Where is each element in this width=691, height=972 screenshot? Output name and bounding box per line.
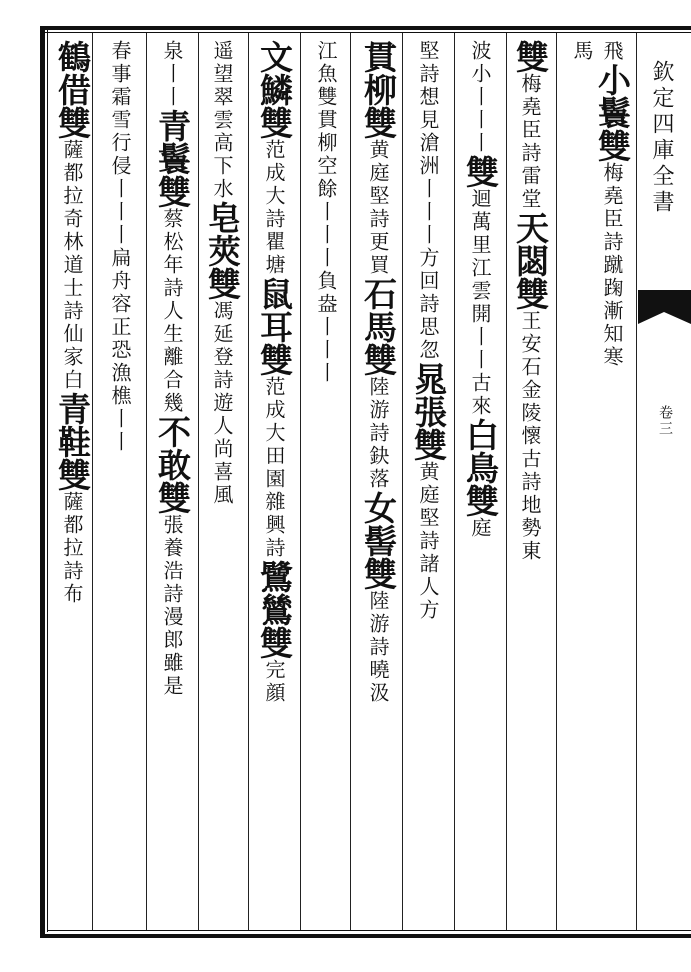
entry-heading: 女髻雙 — [359, 491, 398, 590]
column-rule — [146, 33, 147, 930]
column-rule — [198, 33, 199, 930]
text-column-10 — [150, 40, 194, 698]
entry-heading: 小鬟雙 — [593, 63, 632, 162]
text-run: 黄庭堅詩諸人方 — [416, 461, 440, 622]
text-column-12 — [50, 40, 94, 606]
text-column-3 — [508, 40, 552, 563]
border-bottom-inner — [47, 930, 691, 931]
text-run: 蔡松年詩人生離合幾 — [160, 208, 184, 415]
entry-heading: 鶴借雙 — [53, 40, 92, 139]
entry-heading: 鷺鷥雙 — [255, 560, 294, 659]
entry-heading: 皂莢雙 — [203, 201, 242, 300]
text-run: 扁舟容正恐漁樵丨丨 — [108, 247, 132, 454]
border-left — [40, 26, 45, 938]
column-rule — [506, 33, 507, 930]
text-run: 飛 — [600, 40, 624, 63]
border-bottom — [42, 934, 691, 938]
text-run: 馮延登詩遊人尚喜風 — [210, 300, 234, 507]
text-run: 馬 — [570, 40, 594, 63]
text-run: 陸游詩曉汲 — [366, 590, 390, 705]
text-column-7 — [304, 40, 348, 385]
column-rule — [248, 33, 249, 930]
entry-heading: 白鳥雙 — [461, 418, 500, 517]
text-run: 庭 — [468, 517, 492, 540]
text-run: 梅堯臣詩雷堂 — [518, 73, 542, 211]
entry-heading: 天閟雙 — [511, 211, 550, 310]
text-run: 薩都拉詩布 — [60, 491, 84, 606]
entry-heading: 雙 — [511, 40, 550, 73]
text-run: 黄庭堅詩更買 — [366, 139, 390, 277]
text-run: 薩都拉奇林道士詩仙家白 — [60, 139, 84, 392]
text-column-6 — [356, 40, 400, 705]
entry-heading: 青鞋雙 — [53, 392, 92, 491]
column-rule — [636, 33, 637, 930]
border-top — [42, 26, 691, 30]
text-run: 完顔 — [262, 659, 286, 705]
text-column-4 — [458, 40, 502, 540]
entry-heading: 青鬟雙 — [153, 109, 192, 208]
fishtail-mark — [638, 290, 691, 330]
text-column-1 — [590, 40, 634, 369]
text-run: 范成大詩瞿塘 — [262, 139, 286, 277]
juan-number: 卷三 — [657, 405, 673, 437]
text-column-8 — [252, 40, 296, 705]
text-run: 王安石金陵懷古詩地勢東 — [518, 310, 542, 563]
text-run: 堅詩想見滄洲丨丨丨方回詩思忽 — [416, 40, 440, 362]
text-run: 波小丨丨丨 — [468, 40, 492, 155]
text-run: 江魚雙貫柳 — [314, 40, 338, 155]
text-run: 遥望翠雲高下水 — [210, 40, 234, 201]
text-run: 迴萬里江雲開丨丨古來 — [468, 188, 492, 418]
text-run: 泉丨丨 — [160, 40, 184, 109]
column-rule — [454, 33, 455, 930]
text-column-2 — [560, 40, 604, 63]
entry-heading: 鼠耳雙 — [255, 277, 294, 376]
border-left-inner — [47, 30, 48, 932]
entry-heading: 文鱗雙 — [255, 40, 294, 139]
border-top-inner — [42, 32, 691, 33]
entry-heading: 晁張雙 — [409, 362, 448, 461]
text-column-11 — [98, 40, 142, 454]
text-run: 陸游詩鈌落 — [366, 376, 390, 491]
text-run: 負盎丨丨丨 — [314, 270, 338, 385]
column-rule — [402, 33, 403, 930]
entry-heading: 不敢雙 — [153, 415, 192, 514]
text-column-5 — [406, 40, 450, 622]
column-rule — [350, 33, 351, 930]
text-run: 張養浩詩漫郎雖是 — [160, 514, 184, 698]
text-run: 范成大田園雜興詩 — [262, 376, 286, 560]
entry-heading: 雙 — [461, 155, 500, 188]
text-run: 梅堯臣詩蹴踘漸知寒 — [600, 162, 624, 369]
entry-heading: 貫柳雙 — [359, 40, 398, 139]
text-run: 空餘丨丨丨 — [314, 155, 338, 270]
text-column-9 — [200, 40, 244, 507]
text-run: 春事霜雪行侵丨丨丨 — [108, 40, 132, 247]
column-rule — [556, 33, 557, 930]
column-rule — [300, 33, 301, 930]
book-title: 欽定四庫全書 — [649, 60, 674, 216]
entry-heading: 石馬雙 — [359, 277, 398, 376]
